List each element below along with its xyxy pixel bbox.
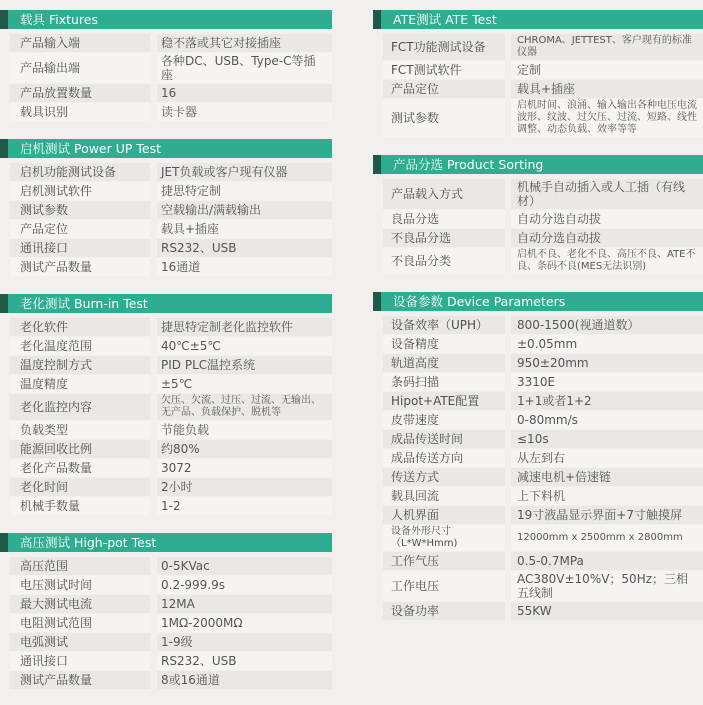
right-column xyxy=(373,10,703,705)
spec-label: 负载类型 xyxy=(10,421,150,439)
spec-label: 机械手数量 xyxy=(10,497,150,515)
spec-row xyxy=(10,633,332,651)
spec-value: 1MΩ-2000MΩ xyxy=(157,614,332,632)
spec-value: 自动分选自动拔 xyxy=(511,210,703,228)
spec-label: 工作电压 xyxy=(383,571,505,601)
spec-row xyxy=(383,248,703,274)
spec-section xyxy=(0,139,332,276)
spec-label: 通讯接口 xyxy=(10,239,150,257)
spec-row xyxy=(10,478,332,496)
spec-row xyxy=(10,220,332,238)
spec-label: FCT功能测试设备 xyxy=(383,34,505,60)
spec-label: 设备外形尺寸（L*W*Hmm) xyxy=(383,525,505,551)
spec-rows xyxy=(10,318,332,515)
spec-row xyxy=(10,239,332,257)
spec-rows xyxy=(10,34,332,121)
spec-row xyxy=(383,430,703,448)
spec-label: 能源回收比例 xyxy=(10,440,150,458)
spec-value: AC380V±10%V；50Hz；三相五线制 xyxy=(511,571,703,601)
spec-value: JET负载或客户现有仪器 xyxy=(157,163,332,181)
spec-label: 良品分选 xyxy=(383,210,505,228)
spec-rows xyxy=(383,316,703,620)
spec-label: 老化温度范围 xyxy=(10,337,150,355)
spec-value: 定制 xyxy=(511,61,703,79)
spec-label: 传送方式 xyxy=(383,468,505,486)
spec-value: ±0.05mm xyxy=(511,335,703,353)
spec-row xyxy=(10,84,332,102)
spec-value: 3072 xyxy=(157,459,332,477)
section-header: 产品分选 Product Sorting xyxy=(373,155,703,174)
spec-label: 设备效率（UPH） xyxy=(383,316,505,334)
spec-label: 成品传送时间 xyxy=(383,430,505,448)
spec-label: 产品放置数量 xyxy=(10,84,150,102)
spec-row xyxy=(383,392,703,410)
spec-row xyxy=(10,671,332,689)
spec-label: 工作气压 xyxy=(383,552,505,570)
spec-label: 电压测试时间 xyxy=(10,576,150,594)
section-header: 老化测试 Burn-in Test xyxy=(0,294,332,313)
spec-value: 19寸液晶显示界面+7寸触摸屏 xyxy=(511,506,703,524)
spec-value: 减速电机+倍速链 xyxy=(511,468,703,486)
spec-label: 条码扫描 xyxy=(383,373,505,391)
spec-label: FCT测试软件 xyxy=(383,61,505,79)
spec-label: 温度精度 xyxy=(10,375,150,393)
spec-section xyxy=(0,294,332,515)
spec-value: 12MA xyxy=(157,595,332,613)
section-header: 载具 Fixtures xyxy=(0,10,332,29)
spec-value: 3310E xyxy=(511,373,703,391)
spec-value: 12000mm x 2500mm x 2800mm xyxy=(511,525,703,551)
section-header: ATE测试 ATE Test xyxy=(373,10,703,29)
section-header: 设备参数 Device Parameters xyxy=(373,292,703,311)
left-column xyxy=(0,10,332,705)
spec-row xyxy=(10,163,332,181)
spec-value: 节能负载 xyxy=(157,421,332,439)
spec-row xyxy=(10,201,332,219)
spec-value: 载具+插座 xyxy=(157,220,332,238)
spec-value: 0.2-999.9s xyxy=(157,576,332,594)
spec-row xyxy=(383,34,703,60)
spec-label: 产品输出端 xyxy=(10,53,150,83)
spec-row xyxy=(383,316,703,334)
spec-value: 8或16通道 xyxy=(157,671,332,689)
spec-value: 16 xyxy=(157,84,332,102)
spec-label: 老化软件 xyxy=(10,318,150,336)
spec-label: 测试参数 xyxy=(10,201,150,219)
spec-row xyxy=(383,354,703,372)
spec-value: 0.5-0.7MPa xyxy=(511,552,703,570)
spec-value: 从左到右 xyxy=(511,449,703,467)
spec-label: 电弧测试 xyxy=(10,633,150,651)
spec-row xyxy=(383,80,703,98)
spec-row xyxy=(10,557,332,575)
spec-label: 通讯接口 xyxy=(10,652,150,670)
spec-label: 老化监控内容 xyxy=(10,394,150,420)
spec-row xyxy=(10,576,332,594)
spec-label: 测试产品数量 xyxy=(10,671,150,689)
spec-label: 最大测试电流 xyxy=(10,595,150,613)
spec-label: 老化产品数量 xyxy=(10,459,150,477)
spec-value: RS232、USB xyxy=(157,652,332,670)
spec-label: 电阻测试范围 xyxy=(10,614,150,632)
spec-value: 0-80mm/s xyxy=(511,411,703,429)
spec-row xyxy=(383,449,703,467)
spec-value: 捷思特定制 xyxy=(157,182,332,200)
spec-value: 空载输出/满载输出 xyxy=(157,201,332,219)
spec-label: 皮带速度 xyxy=(383,411,505,429)
spec-label: 人机界面 xyxy=(383,506,505,524)
spec-value: 自动分选自动拔 xyxy=(511,229,703,247)
spec-value: 欠压、欠流、过压、过流、无输出、无产品、负载保护、脱机等 xyxy=(157,394,332,420)
spec-label: 不良品分选 xyxy=(383,229,505,247)
spec-row xyxy=(10,103,332,121)
spec-label: 测试产品数量 xyxy=(10,258,150,276)
spec-row xyxy=(10,595,332,613)
spec-label: 温度控制方式 xyxy=(10,356,150,374)
spec-value: ≤10s xyxy=(511,430,703,448)
spec-value: 1+1或者1+2 xyxy=(511,392,703,410)
spec-value: 800-1500(视通道数） xyxy=(511,316,703,334)
spec-label: 产品输入端 xyxy=(10,34,150,52)
spec-row xyxy=(383,506,703,524)
spec-row xyxy=(10,614,332,632)
spec-row xyxy=(10,258,332,276)
spec-row xyxy=(383,335,703,353)
spec-label: 成品传送方向 xyxy=(383,449,505,467)
section-header: 高压测试 High-pot Test xyxy=(0,533,332,552)
spec-label: 载具回流 xyxy=(383,487,505,505)
spec-row xyxy=(10,182,332,200)
spec-row xyxy=(383,468,703,486)
spec-label: 产品载入方式 xyxy=(383,179,505,209)
spec-label: 高压范围 xyxy=(10,557,150,575)
spec-row xyxy=(383,179,703,209)
spec-section xyxy=(373,155,703,274)
spec-rows xyxy=(10,163,332,276)
spec-row xyxy=(383,411,703,429)
spec-row xyxy=(10,459,332,477)
spec-label: 产品定位 xyxy=(10,220,150,238)
spec-row xyxy=(10,356,332,374)
spec-value: 稳不落或其它对接插座 xyxy=(157,34,332,52)
spec-section xyxy=(0,10,332,121)
spec-row xyxy=(10,394,332,420)
spec-label: Hipot+ATE配置 xyxy=(383,392,505,410)
spec-label: 产品定位 xyxy=(383,80,505,98)
spec-row xyxy=(383,602,703,620)
spec-value: 启机不良、老化不良、高压不良、ATE不良、条码不良(MES无法识别) xyxy=(511,248,703,274)
spec-value: RS232、USB xyxy=(157,239,332,257)
spec-label: 设备精度 xyxy=(383,335,505,353)
spec-row xyxy=(10,375,332,393)
spec-label: 测试参数 xyxy=(383,99,505,137)
spec-rows xyxy=(383,179,703,274)
spec-row xyxy=(10,34,332,52)
spec-value: 载具+插座 xyxy=(511,80,703,98)
spec-value: 约80% xyxy=(157,440,332,458)
spec-value: 2小时 xyxy=(157,478,332,496)
spec-row xyxy=(383,229,703,247)
spec-row xyxy=(10,440,332,458)
spec-value: 读卡器 xyxy=(157,103,332,121)
spec-label: 轨道高度 xyxy=(383,354,505,372)
spec-value: CHROMA、JETTEST、客户现有的标准仪器 xyxy=(511,34,703,60)
spec-value: 1-2 xyxy=(157,497,332,515)
spec-label: 老化时间 xyxy=(10,478,150,496)
spec-value: 16通道 xyxy=(157,258,332,276)
spec-row xyxy=(383,525,703,551)
spec-section xyxy=(373,292,703,620)
spec-row xyxy=(383,487,703,505)
spec-row xyxy=(383,61,703,79)
spec-value: ±5℃ xyxy=(157,375,332,393)
section-header: 启机测试 Power UP Test xyxy=(0,139,332,158)
spec-value: 0-5KVac xyxy=(157,557,332,575)
spec-value: 各种DC、USB、Type-C等插座 xyxy=(157,53,332,83)
spec-section xyxy=(373,10,703,137)
spec-row xyxy=(10,53,332,83)
spec-row xyxy=(10,652,332,670)
spec-row xyxy=(383,571,703,601)
spec-label: 载具识别 xyxy=(10,103,150,121)
spec-row xyxy=(383,99,703,137)
spec-rows xyxy=(383,34,703,137)
spec-row xyxy=(10,337,332,355)
spec-section xyxy=(0,533,332,689)
spec-value: 40℃±5℃ xyxy=(157,337,332,355)
spec-value: 1-9级 xyxy=(157,633,332,651)
spec-rows xyxy=(10,557,332,689)
spec-value: 上下料机 xyxy=(511,487,703,505)
spec-value: 55KW xyxy=(511,602,703,620)
spec-value: 950±20mm xyxy=(511,354,703,372)
spec-row xyxy=(10,421,332,439)
spec-label: 启机测试软件 xyxy=(10,182,150,200)
spec-label: 不良品分类 xyxy=(383,248,505,274)
spec-label: 设备功率 xyxy=(383,602,505,620)
spec-row xyxy=(383,552,703,570)
spec-value: 机械手自动插入或人工插（有线材） xyxy=(511,179,703,209)
spec-row xyxy=(383,210,703,228)
spec-row xyxy=(10,497,332,515)
spec-row xyxy=(10,318,332,336)
spec-value: 启机时间、浪涌、输入输出各种电压电流波形、纹波、过欠压、过流、短路、线性调整、动态负载、效率等等 xyxy=(511,99,703,137)
spec-row xyxy=(383,373,703,391)
spec-value: PID PLC温控系统 xyxy=(157,356,332,374)
spec-value: 捷思特定制老化监控软件 xyxy=(157,318,332,336)
spec-label: 启机功能测试设备 xyxy=(10,163,150,181)
